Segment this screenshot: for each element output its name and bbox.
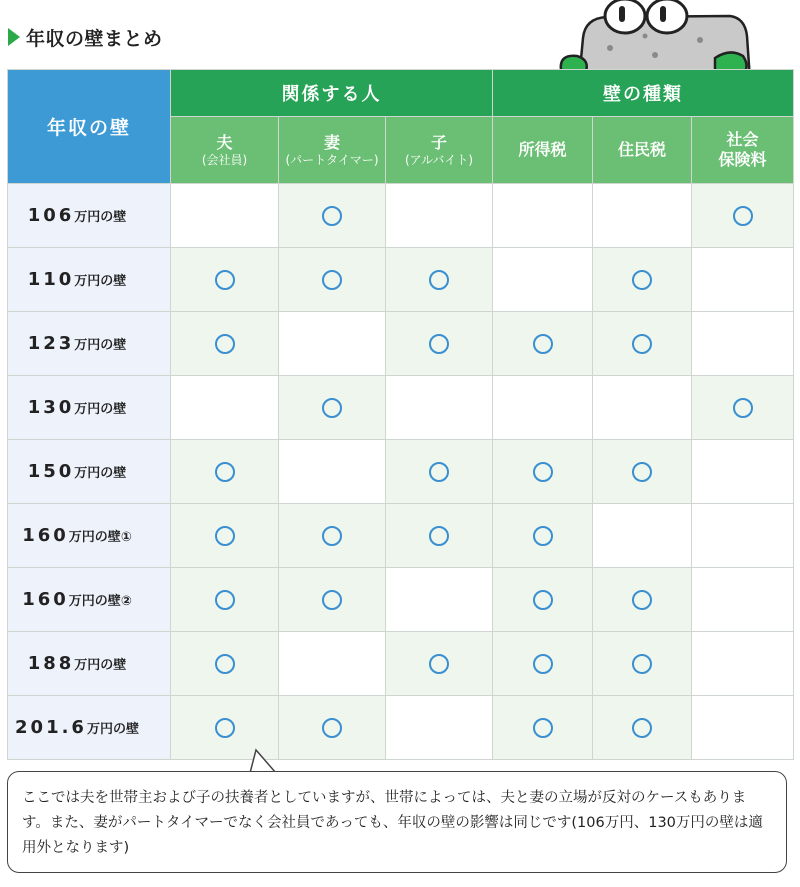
table-cell	[692, 440, 794, 504]
table-cell	[279, 504, 386, 568]
table-row	[8, 504, 794, 568]
triangle-bullet-icon	[8, 28, 20, 46]
circle-mark-icon	[215, 526, 235, 546]
circle-mark-icon	[429, 654, 449, 674]
table-cell	[171, 248, 279, 312]
title-row	[8, 22, 163, 52]
table-cell	[593, 376, 692, 440]
table-cell	[279, 696, 386, 760]
table-cell	[493, 504, 593, 568]
col-social-insurance: 社会 保険料	[692, 117, 794, 184]
col-husband: 夫 (会社員)	[171, 117, 279, 184]
circle-mark-icon	[733, 398, 753, 418]
table-cell	[692, 504, 794, 568]
header-income-wall: 年収の壁	[8, 70, 171, 184]
circle-mark-icon	[322, 398, 342, 418]
table-cell	[386, 632, 493, 696]
table-row	[8, 696, 794, 760]
table-cell	[493, 184, 593, 248]
row-label: 110万円の壁	[8, 248, 171, 312]
table-cell	[692, 376, 794, 440]
circle-mark-icon	[533, 526, 553, 546]
table-row	[8, 248, 794, 312]
table-cell	[386, 568, 493, 632]
header-wall-types: 壁の種類	[493, 70, 794, 117]
table-cell	[593, 632, 692, 696]
table-cell	[171, 632, 279, 696]
circle-mark-icon	[215, 590, 235, 610]
table-cell	[386, 248, 493, 312]
table-cell	[593, 248, 692, 312]
page-title: 年収の壁まとめ	[26, 27, 163, 50]
table-cell	[279, 184, 386, 248]
table-cell	[493, 696, 593, 760]
circle-mark-icon	[429, 334, 449, 354]
table-cell	[279, 568, 386, 632]
circle-mark-icon	[429, 462, 449, 482]
table-cell	[593, 696, 692, 760]
table-cell	[279, 440, 386, 504]
row-label: 106万円の壁	[8, 184, 171, 248]
circle-mark-icon	[215, 462, 235, 482]
table-cell	[493, 248, 593, 312]
circle-mark-icon	[215, 270, 235, 290]
table-row	[8, 440, 794, 504]
circle-mark-icon	[533, 654, 553, 674]
table-cell	[493, 376, 593, 440]
col-resident-tax: 住民税	[593, 117, 692, 184]
circle-mark-icon	[632, 334, 652, 354]
circle-mark-icon	[632, 654, 652, 674]
circle-mark-icon	[322, 590, 342, 610]
table-cell	[171, 568, 279, 632]
table-cell	[493, 440, 593, 504]
table-cell	[493, 568, 593, 632]
table-cell	[593, 312, 692, 376]
circle-mark-icon	[215, 654, 235, 674]
table-cell	[692, 312, 794, 376]
circle-mark-icon	[533, 334, 553, 354]
table-cell	[171, 376, 279, 440]
table-row	[8, 312, 794, 376]
col-income-tax: 所得税	[493, 117, 593, 184]
table-cell	[386, 696, 493, 760]
circle-mark-icon	[429, 270, 449, 290]
table-cell	[171, 504, 279, 568]
circle-mark-icon	[632, 462, 652, 482]
table-cell	[593, 184, 692, 248]
table-cell	[171, 312, 279, 376]
table-cell	[692, 184, 794, 248]
col-child: 子 (アルバイト)	[386, 117, 493, 184]
circle-mark-icon	[533, 718, 553, 738]
circle-mark-icon	[429, 526, 449, 546]
income-wall-table	[7, 69, 794, 760]
table-cell	[493, 312, 593, 376]
table-cell	[171, 184, 279, 248]
table-cell	[279, 632, 386, 696]
table-cell	[593, 440, 692, 504]
table-cell	[593, 504, 692, 568]
circle-mark-icon	[632, 270, 652, 290]
row-label: 160万円の壁②	[8, 568, 171, 632]
table-cell	[692, 568, 794, 632]
table-row	[8, 568, 794, 632]
table-cell	[692, 248, 794, 312]
table-cell	[386, 440, 493, 504]
circle-mark-icon	[632, 718, 652, 738]
table-row	[8, 376, 794, 440]
header-related-people: 関係する人	[171, 70, 493, 117]
circle-mark-icon	[322, 270, 342, 290]
table-row	[8, 632, 794, 696]
circle-mark-icon	[733, 206, 753, 226]
col-wife: 妻 (パートタイマー)	[279, 117, 386, 184]
note-text: ここでは夫を世帯主および子の扶養者としていますが、世帯によっては、夫と妻の立場が反対のケースもあります。また、妻がパートタイマーでなく会社員であっても、年収の壁の影響は同じです(106万円、130万円の壁は適用外となります)	[22, 790, 763, 856]
row-label: 201.6万円の壁	[8, 696, 171, 760]
table-cell	[386, 376, 493, 440]
table-row	[8, 184, 794, 248]
table-cell	[386, 184, 493, 248]
circle-mark-icon	[322, 206, 342, 226]
circle-mark-icon	[533, 590, 553, 610]
row-label: 160万円の壁①	[8, 504, 171, 568]
table-cell	[493, 632, 593, 696]
table-cell	[692, 696, 794, 760]
circle-mark-icon	[215, 334, 235, 354]
circle-mark-icon	[533, 462, 553, 482]
circle-mark-icon	[322, 526, 342, 546]
table-cell	[279, 376, 386, 440]
row-label: 130万円の壁	[8, 376, 171, 440]
table-cell	[386, 312, 493, 376]
table-cell	[692, 632, 794, 696]
table-cell	[386, 504, 493, 568]
circle-mark-icon	[632, 590, 652, 610]
row-label: 188万円の壁	[8, 632, 171, 696]
table-cell	[279, 248, 386, 312]
circle-mark-icon	[215, 718, 235, 738]
circle-mark-icon	[322, 718, 342, 738]
table-cell	[279, 312, 386, 376]
row-label: 150万円の壁	[8, 440, 171, 504]
table-cell	[593, 568, 692, 632]
row-label: 123万円の壁	[8, 312, 171, 376]
table-cell	[171, 440, 279, 504]
note-box	[7, 771, 787, 873]
